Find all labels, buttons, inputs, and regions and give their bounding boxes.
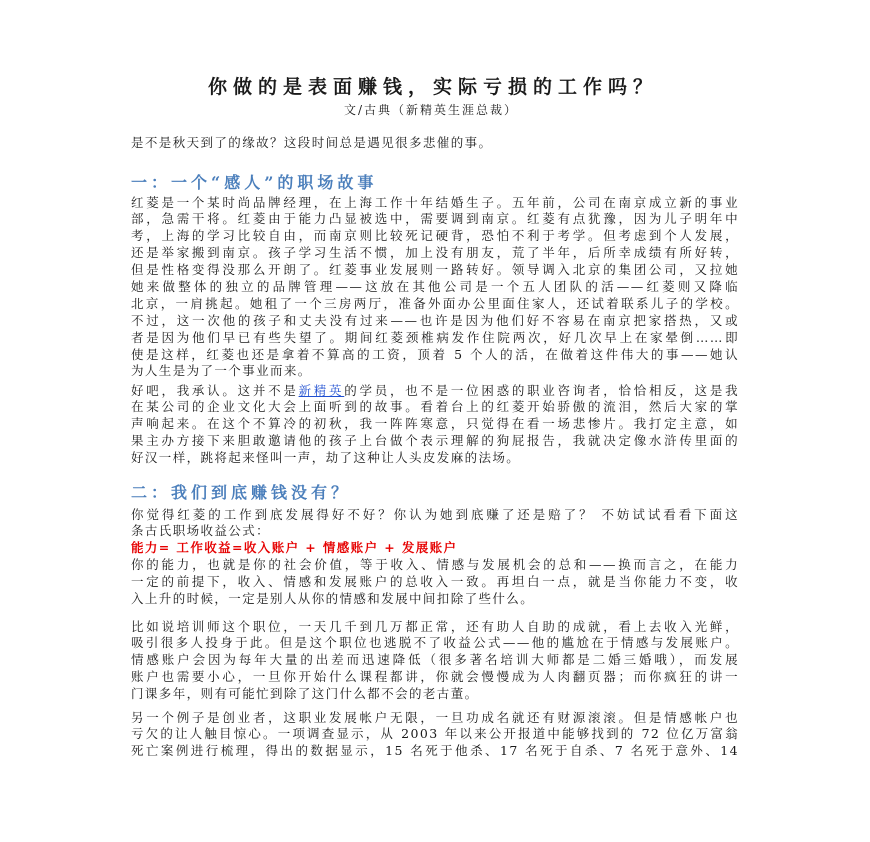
intro-paragraph <box>131 135 739 152</box>
body-line: 北京，一肩挑起。她租了一个三房两厅，准备外面办公里面住家人，还试着联系儿子的学校。 <box>131 295 739 311</box>
body-line: 一定的前提下，收入、情感和发展账户的总收入一致。再坦白一点，就是当你能力不变，收 <box>131 574 739 590</box>
story-paragraph <box>131 195 739 381</box>
author-byline: 文/古典（新精英生涯总裁） <box>343 103 519 117</box>
reflection-paragraph <box>131 383 739 467</box>
body-line: 果主办方接下来胆敢邀请他的孩子上台做个表示理解的狗屁报告，我就决定像水浒传里面的 <box>131 433 739 449</box>
body-line: 你的能力，也就是你的社会价值，等于收入、情感与发展机会的总和——换而言之，在能力 <box>131 557 739 573</box>
section-2-heading: 二：我们到底赚钱没有？ <box>131 483 352 502</box>
text-span: 的学员，也不是一位困惑的职业咨询者，恰恰相反，这是我 <box>344 382 739 398</box>
body-line: 比如说培训师这个职位，一天几千到几万都正常，还有助人自助的成就，看上去收入光鲜， <box>131 618 739 634</box>
trainer-example-paragraph <box>131 619 739 703</box>
body-line: 部，急需干将。红菱由于能力凸显被选中，需要调到南京。红菱有点犹豫，因为儿子明年中 <box>131 211 739 227</box>
formula-paragraph <box>131 507 739 608</box>
body-line: 亏欠的让人触目惊心。一项调查显示，从 2003 年以来公开报道中能够找到的 72 位亿万富翁 <box>131 726 739 742</box>
document-title: 你做的是表面赚钱，实际亏损的工作吗？ <box>207 76 658 98</box>
body-line: 条古氏职场收益公式： <box>131 523 271 539</box>
xinjingying-link[interactable]: 新精英 <box>298 382 345 398</box>
body-line: 在某公司的企业文化大会上面听到的故事。看着台上的红菱开始骄傲的流泪，然后大家的掌 <box>131 399 739 415</box>
body-line: 是不是秋天到了的缘故？这段时间总是遇见很多悲催的事。 <box>131 134 493 150</box>
body-line: 你觉得红菱的工作到底发展得好不好？你认为她到底赚了还是赔了？ 不妨试试看看下面这 <box>131 506 739 522</box>
body-line: 为人生是为了一个事业而来。 <box>131 363 312 379</box>
body-line: 账户也需要小心，一旦你开始什么课程都讲，你就会慢慢成为人肉翻页器；而你疯狂的讲一 <box>131 669 739 685</box>
body-line: 另一个例子是创业者，这职业发展帐户无限，一旦功成名就还有财源滚滚。但是情感帐户也 <box>131 709 739 725</box>
body-line: 但是性格变得没那么开朗了。红菱事业发展则一路转好。领导调入北京的集团公司，又拉她 <box>131 262 739 278</box>
body-line: 声响起来。在这个不算冷的初秋，我一阵阵寒意，只觉得在看一场悲惨片。我打定主意，如 <box>131 416 739 432</box>
body-line: 她来做整体的独立的品牌管理——这放在其他公司是一个五人团队的活——红菱则又降临 <box>131 278 739 294</box>
body-line: 好汉一样，跳将起来怪叫一声，劫了这种让人头皮发麻的法场。 <box>131 450 521 466</box>
body-line: 还是举家搬到南京。孩子学习生活不惯，加上没有朋友，荒了半年，后所幸成绩有所好转， <box>131 245 739 261</box>
body-line: 不过，这一次他的孩子和丈夫没有过来——也许是因为他们好不容易在南京把家搭热，又或 <box>131 312 739 328</box>
body-line: 吸引很多人投身于此。但是这个职位也逃脱不了收益公式——他的尴尬在于情感与发展账户。 <box>131 635 739 651</box>
entrepreneur-example-paragraph <box>131 710 739 761</box>
body-line: 入上升的时候，一定是别人从你的情感和发展中间扣除了些什么。 <box>131 590 535 606</box>
body-line: 情感账户会因为每年大量的出差而迅速降低（很多著名培训大师都是二婚三婚哦），而发展 <box>131 652 739 668</box>
body-line: 门课多年，则有可能忙到除了这门什么都不会的老古董。 <box>131 686 479 702</box>
body-line: 使是这样，红菱也还是拿着不算高的工资，顶着 5 个人的活，在做着这件伟大的事——她认 <box>131 346 739 362</box>
body-line: 考，上海的学习比较自由，而南京则比较死记硬背，恐怕不利于考学。但考虑到个人发展， <box>131 228 739 244</box>
section-1-heading: 一：一个“感人”的职场故事 <box>131 173 378 192</box>
text-span: 好吧，我承认。这并不是 <box>131 382 299 398</box>
body-line: 死亡案例进行梳理，得出的数据显示，15 名死于他杀、17 名死于自杀、7 名死于意外、14 <box>131 743 739 759</box>
body-line <box>131 383 739 400</box>
income-formula: 能力= 工作收益=收入账户 + 情感账户 + 发展账户 <box>131 540 458 556</box>
body-line: 者是因为他们早已有些失望了。期间红菱颈椎病发作住院两次，好几次早上在家晕倒……即 <box>131 329 739 345</box>
body-line: 红菱是一个某时尚品牌经理，在上海工作十年结婚生子。五年前，公司在南京成立新的事业 <box>131 194 739 210</box>
